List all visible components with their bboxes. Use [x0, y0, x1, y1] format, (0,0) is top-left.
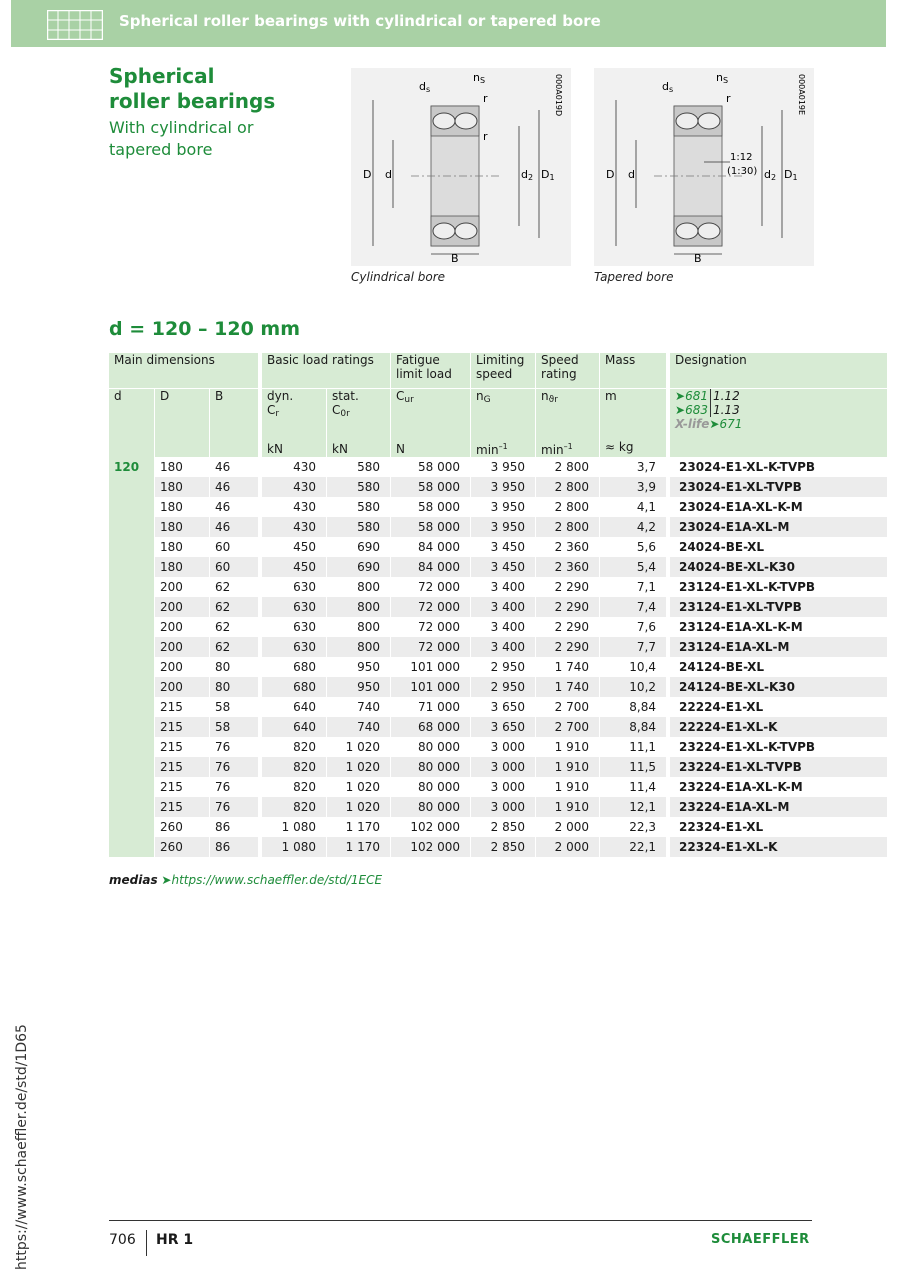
cell-B: 76 [210, 797, 259, 817]
table-row [109, 657, 887, 677]
cell-Cr: 450 [262, 557, 327, 577]
cell-D: 215 [155, 737, 210, 757]
table-row [109, 817, 887, 837]
table-row [109, 577, 887, 597]
cell-ntr: 2 000 [536, 837, 600, 857]
label-ds: ds [662, 80, 674, 94]
drawing-code: 000A019D [554, 74, 563, 117]
table-row [109, 797, 887, 817]
cell-mass: 4,2 [600, 517, 667, 537]
col-ntr: $n_{ϑr}$ $\min^{-1}$ [536, 389, 600, 458]
col-B: B [210, 389, 259, 458]
group-main-dimensions: Main dimensions [109, 353, 259, 389]
cell-designation: 23124-E1-XL-TVPB [670, 597, 887, 617]
cell-designation: 22324-E1-XL [670, 817, 887, 837]
section-subtitle-line-2: tapered bore [109, 140, 213, 159]
cell-D: 215 [155, 697, 210, 717]
cell-D: 180 [155, 477, 210, 497]
cell-ntr: 1 910 [536, 737, 600, 757]
table-row [109, 717, 887, 737]
cell-nG: 2 950 [471, 677, 536, 697]
cell-D: 200 [155, 577, 210, 597]
table-row [109, 757, 887, 777]
cell-designation: 22324-E1-XL-K [670, 837, 887, 857]
cell-designation: 22224-E1-XL [670, 697, 887, 717]
cell-ntr: 2 800 [536, 457, 600, 477]
group-fatigue-limit-load: Fatigue limit load [391, 353, 471, 389]
cell-Cr: 820 [262, 777, 327, 797]
cell-designation: 22224-E1-XL-K [670, 717, 887, 737]
cell-Cr: 630 [262, 617, 327, 637]
label-r-inner: r [483, 130, 488, 143]
cell-mass: 4,1 [600, 497, 667, 517]
cell-mass: 8,84 [600, 717, 667, 737]
cell-B: 80 [210, 677, 259, 697]
cell-designation: 23024-E1-XL-TVPB [670, 477, 887, 497]
cell-nG: 3 400 [471, 577, 536, 597]
top-banner [11, 0, 886, 47]
cell-Cur: 84 000 [391, 537, 471, 557]
cell-mass: 3,7 [600, 457, 667, 477]
cell-nG: 3 650 [471, 717, 536, 737]
cell-Cr: 430 [262, 457, 327, 477]
cell-nG: 2 950 [471, 657, 536, 677]
cell-D: 215 [155, 777, 210, 797]
cell-D: 215 [155, 757, 210, 777]
cell-Cur: 72 000 [391, 577, 471, 597]
cell-designation: 23124-E1A-XL-K-M [670, 617, 887, 637]
cell-ntr: 2 700 [536, 697, 600, 717]
cell-Cur: 102 000 [391, 817, 471, 837]
cell-Cur: 101 000 [391, 677, 471, 697]
cell-nG: 3 000 [471, 797, 536, 817]
cell-Cr: 640 [262, 717, 327, 737]
table-grid-icon [47, 10, 103, 40]
cell-C0r: 580 [327, 457, 391, 477]
cell-Cr: 680 [262, 677, 327, 697]
cell-D: 215 [155, 797, 210, 817]
cell-B: 86 [210, 817, 259, 837]
banner-title: Spherical roller bearings with cylindrical or tapered bore [119, 12, 601, 30]
cell-designation: 24124-BE-XL [670, 657, 887, 677]
label-B: B [451, 252, 459, 265]
table-row [109, 617, 887, 637]
table-row [109, 837, 887, 857]
label-D: D [606, 168, 615, 181]
cell-Cr: 820 [262, 737, 327, 757]
cell-B: 58 [210, 697, 259, 717]
cell-designation: 23224-E1A-XL-K-M [670, 777, 887, 797]
table-row [109, 697, 887, 717]
cell-B: 62 [210, 617, 259, 637]
cell-C0r: 1 020 [327, 757, 391, 777]
table-row [109, 497, 887, 517]
cell-D: 180 [155, 497, 210, 517]
cell-C0r: 690 [327, 557, 391, 577]
cell-B: 62 [210, 577, 259, 597]
cell-C0r: 740 [327, 717, 391, 737]
cell-mass: 12,1 [600, 797, 667, 817]
cell-Cur: 58 000 [391, 517, 471, 537]
document-code: HR 1 [156, 1232, 194, 1248]
cell-D: 260 [155, 837, 210, 857]
medias-reference [109, 873, 382, 887]
table-row [109, 517, 887, 537]
cell-mass: 10,4 [600, 657, 667, 677]
cell-C0r: 1 170 [327, 817, 391, 837]
cell-nG: 3 000 [471, 757, 536, 777]
cell-C0r: 1 020 [327, 797, 391, 817]
group-mass: Mass [600, 353, 667, 389]
cell-B: 86 [210, 837, 259, 857]
cell-Cur: 71 000 [391, 697, 471, 717]
cell-D: 180 [155, 457, 210, 477]
cell-Cur: 80 000 [391, 777, 471, 797]
cell-designation: 24124-BE-XL-K30 [670, 677, 887, 697]
cell-C0r: 800 [327, 597, 391, 617]
cell-mass: 22,3 [600, 817, 667, 837]
cell-B: 60 [210, 557, 259, 577]
cell-Cur: 80 000 [391, 737, 471, 757]
cell-ntr: 2 290 [536, 597, 600, 617]
cell-designation: 23024-E1A-XL-M [670, 517, 887, 537]
ref-681-link[interactable]: ➤681 [675, 389, 708, 403]
cell-D: 215 [155, 717, 210, 737]
cell-ntr: 2 700 [536, 717, 600, 737]
tapered-bore-drawing [594, 68, 814, 266]
cell-designation: 23224-E1-XL-K-TVPB [670, 737, 887, 757]
cell-Cr: 1 080 [262, 817, 327, 837]
col-designation-refs: ➤681 1.12 ➤683 1.13 X-life➤671 [670, 389, 887, 458]
table-row [109, 597, 887, 617]
cell-Cur: 58 000 [391, 457, 471, 477]
cell-designation: 23224-E1A-XL-M [670, 797, 887, 817]
cell-mass: 11,5 [600, 757, 667, 777]
cell-C0r: 1 020 [327, 777, 391, 797]
group-designation: Designation [670, 353, 887, 389]
cell-Cr: 430 [262, 477, 327, 497]
cell-nG: 3 650 [471, 697, 536, 717]
cell-designation: 24024-BE-XL-K30 [670, 557, 887, 577]
cell-ntr: 2 800 [536, 497, 600, 517]
cell-Cur: 84 000 [391, 557, 471, 577]
label-B: B [694, 252, 702, 265]
cell-Cr: 640 [262, 697, 327, 717]
group-speed-rating: Speed rating [536, 353, 600, 389]
cylindrical-bore-drawing [351, 68, 571, 266]
ref-683-link[interactable]: ➤683 [675, 403, 708, 417]
col-m: m ≈ kg [600, 389, 667, 458]
label-r-top: r [726, 92, 731, 105]
cell-Cur: 68 000 [391, 717, 471, 737]
cell-Cr: 450 [262, 537, 327, 557]
cell-D: 200 [155, 677, 210, 697]
cell-C0r: 690 [327, 537, 391, 557]
ref-671-link[interactable]: ➤671 [709, 417, 743, 431]
cell-Cr: 820 [262, 757, 327, 777]
cell-ntr: 2 290 [536, 577, 600, 597]
label-ds: ds [419, 80, 431, 94]
cell-Cr: 430 [262, 517, 327, 537]
table-row [109, 677, 887, 697]
medias-link[interactable]: https://www.schaeffler.de/std/1ECE [171, 873, 383, 887]
label-ns: nS [473, 71, 486, 85]
cell-Cur: 80 000 [391, 757, 471, 777]
col-Cr: dyn. $C_r$ kN [262, 389, 327, 458]
cell-Cur: 102 000 [391, 837, 471, 857]
cell-mass: 10,2 [600, 677, 667, 697]
col-d: d [109, 389, 155, 458]
group-basic-load-ratings: Basic load ratings [262, 353, 391, 389]
cell-B: 46 [210, 517, 259, 537]
table-header-groups [109, 353, 887, 389]
cell-Cr: 630 [262, 597, 327, 617]
label-d2: d2 [764, 168, 777, 182]
figure-caption-tapered: Tapered bore [594, 270, 674, 284]
cell-Cr: 630 [262, 577, 327, 597]
cell-C0r: 800 [327, 577, 391, 597]
section-subtitle-line-1: With cylindrical or [109, 118, 254, 137]
cell-D: 180 [155, 557, 210, 577]
cell-ntr: 1 740 [536, 657, 600, 677]
bearing-section-drawing [351, 68, 571, 266]
label-D1: D1 [541, 168, 555, 182]
table-row [109, 637, 887, 657]
cell-mass: 7,7 [600, 637, 667, 657]
bore-range-title: d = 120 – 120 mm [109, 318, 301, 340]
label-d2: d2 [521, 168, 534, 182]
section-title-line-2: roller bearings [109, 89, 276, 113]
cell-B: 58 [210, 717, 259, 737]
taper-ratio-1: 1:12 [730, 152, 753, 163]
cell-ntr: 1 910 [536, 777, 600, 797]
cell-Cur: 101 000 [391, 657, 471, 677]
label-r-top: r [483, 92, 488, 105]
cell-nG: 3 450 [471, 557, 536, 577]
cell-designation: 23024-E1-XL-K-TVPB [670, 457, 887, 477]
label-d: d [628, 168, 635, 181]
table-row [109, 537, 887, 557]
cell-B: 76 [210, 737, 259, 757]
medias-label: medias [109, 873, 158, 887]
cell-C0r: 800 [327, 617, 391, 637]
cell-D: 200 [155, 657, 210, 677]
cell-Cur: 72 000 [391, 597, 471, 617]
footer-rule [109, 1220, 812, 1221]
side-url[interactable]: https://www.schaeffler.de/std/1D65 [14, 1024, 30, 1270]
cell-ntr: 2 360 [536, 557, 600, 577]
table-body [109, 457, 887, 857]
cell-designation: 23124-E1A-XL-M [670, 637, 887, 657]
table-row [109, 737, 887, 757]
drawing-code: 000A019E [797, 74, 806, 116]
cell-d: 120 [109, 457, 155, 857]
cell-ntr: 1 910 [536, 757, 600, 777]
cell-ntr: 2 800 [536, 517, 600, 537]
cell-Cr: 630 [262, 637, 327, 657]
section-title [109, 64, 309, 114]
cell-ntr: 1 740 [536, 677, 600, 697]
cell-ntr: 1 910 [536, 797, 600, 817]
arrow-icon: ➤ [161, 873, 172, 887]
cell-nG: 3 950 [471, 497, 536, 517]
table-row [109, 477, 887, 497]
cell-nG: 2 850 [471, 817, 536, 837]
cell-mass: 7,6 [600, 617, 667, 637]
cell-C0r: 580 [327, 497, 391, 517]
cell-designation: 23124-E1-XL-K-TVPB [670, 577, 887, 597]
cell-B: 46 [210, 497, 259, 517]
cell-Cur: 72 000 [391, 617, 471, 637]
cell-mass: 11,1 [600, 737, 667, 757]
table-row [109, 777, 887, 797]
group-limiting-speed: Limiting speed [471, 353, 536, 389]
cell-designation: 24024-BE-XL [670, 537, 887, 557]
cell-C0r: 950 [327, 657, 391, 677]
cell-C0r: 580 [327, 517, 391, 537]
cell-Cur: 80 000 [391, 797, 471, 817]
cell-ntr: 2 290 [536, 637, 600, 657]
brand-logo: SCHAEFFLER [711, 1232, 810, 1247]
page-number: 706 [109, 1232, 136, 1248]
cell-nG: 3 450 [471, 537, 536, 557]
cell-D: 200 [155, 637, 210, 657]
cell-C0r: 1 170 [327, 837, 391, 857]
cell-B: 46 [210, 477, 259, 497]
cell-D: 180 [155, 517, 210, 537]
cell-nG: 3 950 [471, 477, 536, 497]
cell-Cur: 58 000 [391, 497, 471, 517]
cell-designation: 23024-E1A-XL-K-M [670, 497, 887, 517]
col-nG: $n_G$ $\min^{-1}$ [471, 389, 536, 458]
cell-B: 76 [210, 777, 259, 797]
taper-ratio-2: (1:30) [727, 166, 758, 177]
cell-C0r: 950 [327, 677, 391, 697]
cell-B: 46 [210, 457, 259, 477]
section-subtitle [109, 117, 309, 161]
table-row [109, 557, 887, 577]
cell-Cur: 58 000 [391, 477, 471, 497]
cell-ntr: 2 360 [536, 537, 600, 557]
bearing-section-drawing [594, 68, 814, 266]
cell-nG: 3 950 [471, 457, 536, 477]
cell-nG: 3 400 [471, 637, 536, 657]
cell-C0r: 740 [327, 697, 391, 717]
section-title-line-1: Spherical [109, 64, 215, 88]
footer-separator [146, 1230, 147, 1256]
cell-Cr: 430 [262, 497, 327, 517]
cell-Cr: 820 [262, 797, 327, 817]
cell-C0r: 580 [327, 477, 391, 497]
bearing-data-table [108, 353, 887, 857]
table-row [109, 457, 887, 477]
label-d: d [385, 168, 392, 181]
cell-C0r: 1 020 [327, 737, 391, 757]
cell-mass: 11,4 [600, 777, 667, 797]
cell-Cr: 680 [262, 657, 327, 677]
cell-nG: 3 000 [471, 777, 536, 797]
cell-mass: 22,1 [600, 837, 667, 857]
cell-mass: 7,4 [600, 597, 667, 617]
cell-nG: 3 000 [471, 737, 536, 757]
cell-B: 76 [210, 757, 259, 777]
cell-Cr: 1 080 [262, 837, 327, 857]
label-D: D [363, 168, 372, 181]
cell-mass: 7,1 [600, 577, 667, 597]
cell-D: 200 [155, 617, 210, 637]
cell-B: 62 [210, 597, 259, 617]
table-header-columns [109, 389, 887, 458]
cell-mass: 5,6 [600, 537, 667, 557]
cell-mass: 8,84 [600, 697, 667, 717]
cell-B: 60 [210, 537, 259, 557]
col-Cur: $C_{ur}$ N [391, 389, 471, 458]
col-C0r: stat. $C_{0r}$ kN [327, 389, 391, 458]
cell-nG: 3 400 [471, 617, 536, 637]
cell-B: 62 [210, 637, 259, 657]
cell-ntr: 2 000 [536, 817, 600, 837]
cell-ntr: 2 290 [536, 617, 600, 637]
xlife-logo: X-life [675, 417, 710, 431]
cell-Cur: 72 000 [391, 637, 471, 657]
cell-B: 80 [210, 657, 259, 677]
cell-nG: 2 850 [471, 837, 536, 857]
label-ns: nS [716, 71, 729, 85]
cell-ntr: 2 800 [536, 477, 600, 497]
label-D1: D1 [784, 168, 798, 182]
cell-nG: 3 950 [471, 517, 536, 537]
cell-nG: 3 400 [471, 597, 536, 617]
figure-caption-cylindrical: Cylindrical bore [351, 270, 446, 284]
cell-D: 200 [155, 597, 210, 617]
cell-mass: 5,4 [600, 557, 667, 577]
cell-D: 260 [155, 817, 210, 837]
cell-C0r: 800 [327, 637, 391, 657]
col-D: D [155, 389, 210, 458]
cell-D: 180 [155, 537, 210, 557]
cell-designation: 23224-E1-XL-TVPB [670, 757, 887, 777]
cell-mass: 3,9 [600, 477, 667, 497]
